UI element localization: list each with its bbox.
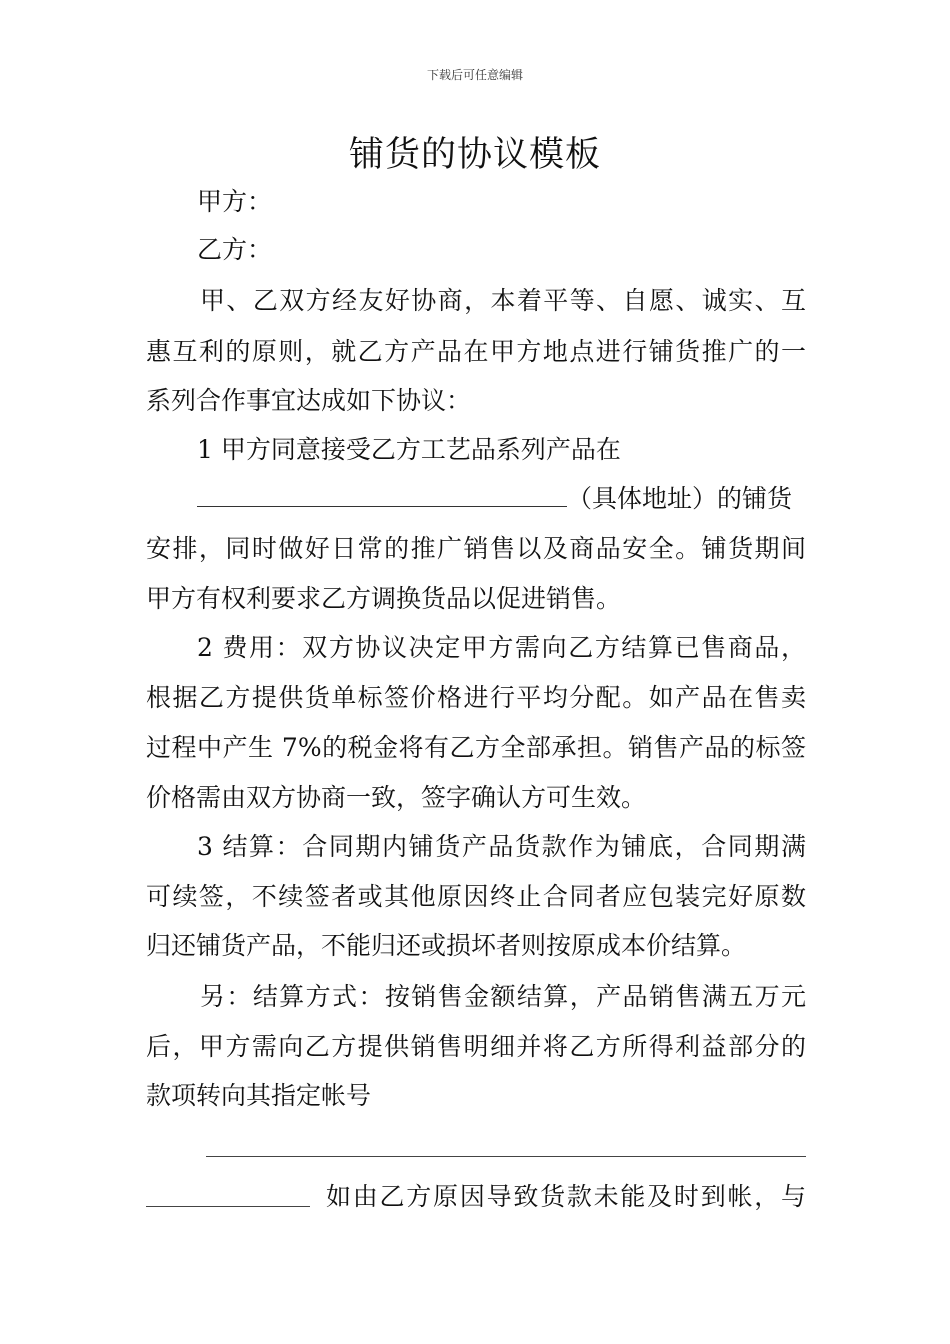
intro-line-3: 系列合作事宜达成如下协议： [146,386,472,415]
short-blank[interactable] [146,1206,310,1207]
final-line: 如由乙方原因导致货款未能及时到帐，与 [326,1182,806,1211]
clause-2-line-1: 2 费用：双方协议决定甲方需向乙方结算已售商品， [197,633,806,662]
account-number-blank[interactable] [206,1156,806,1157]
clause-1-line-1: 1 甲方同意接受乙方工艺品系列产品在 [197,435,621,464]
extra-line-2: 后，甲方需向乙方提供销售明细并将乙方所得利益部分的 [146,1032,806,1061]
clause-3-line-2: 可续签，不续签者或其他原因终止合同者应包装完好原数 [146,882,806,911]
address-blank[interactable] [197,484,567,507]
intro-line-1: 甲、乙双方经友好协商，本着平等、自愿、诚实、互 [200,286,806,315]
clause-3-line-3: 归还铺货产品，不能归还或损坏者则按原成本价结算。 [146,931,747,960]
clause-2-line-2: 根据乙方提供货单标签价格进行平均分配。如产品在售卖 [146,683,806,712]
clause-3-line-1: 3 结算：合同期内铺货产品货款作为铺底，合同期满 [197,832,806,861]
document-title: 铺货的协议模板 [348,135,601,175]
extra-line-1: 另：结算方式：按销售金额结算，产品销售满五万元 [200,982,806,1011]
header-note: 下载后可任意编辑 [426,68,523,82]
clause-1-line-4: 甲方有权利要求乙方调换货品以促进销售。 [146,584,622,613]
clause-2-line-3: 过程中产生 7%的税金将有乙方全部承担。销售产品的标签 [146,733,806,762]
clause-1-line-2 [197,482,806,516]
extra-line-3: 款项转向其指定帐号 [146,1081,372,1110]
party-b-label: 乙方： [197,235,273,264]
address-blank-suffix: （具体地址）的铺货 [567,484,793,513]
clause-2-line-4: 价格需由双方协商一致，签字确认方可生效。 [146,783,647,812]
clause-1-line-3: 安排，同时做好日常的推广销售以及商品安全。铺货期间 [146,534,806,563]
intro-line-2: 惠互利的原则，就乙方产品在甲方地点进行铺货推广的一 [146,337,806,366]
party-a-label: 甲方： [197,187,273,216]
